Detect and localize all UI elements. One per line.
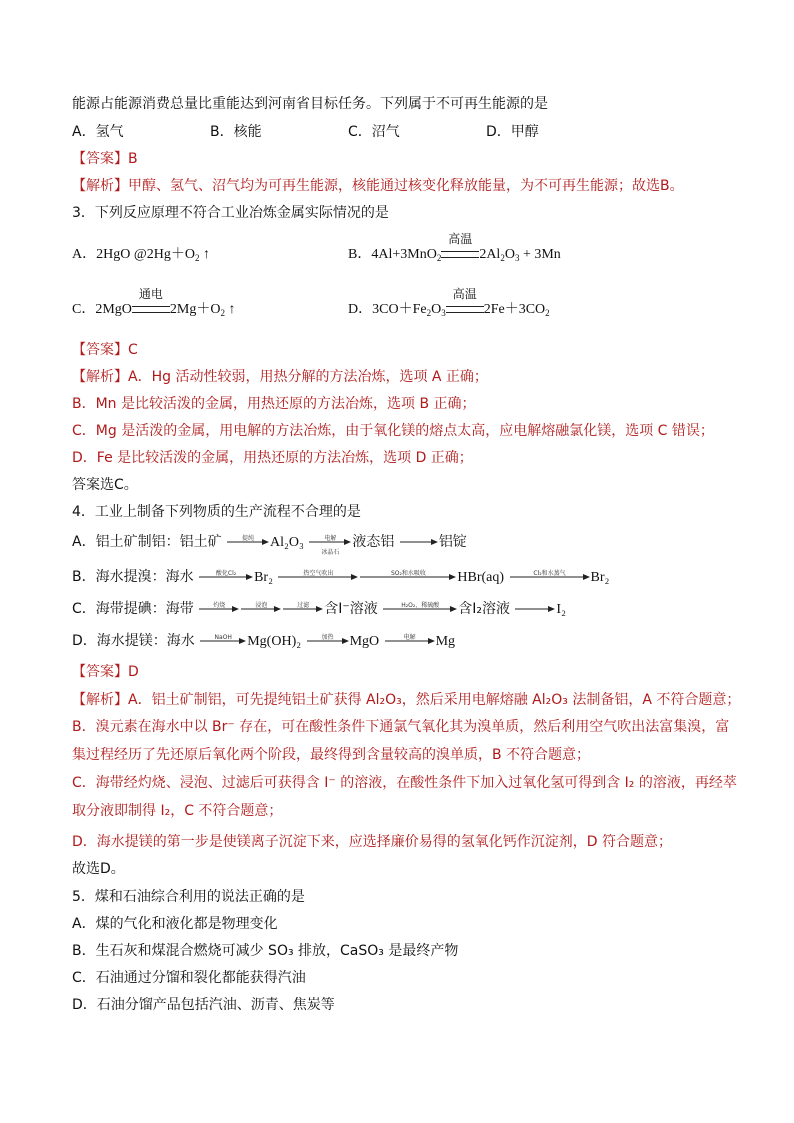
q5-stem: 5．煤和石油综合利用的说法正确的是 <box>72 889 305 905</box>
q3-analysis-a: 【解析】A．Hg 活动性较弱，用热分解的方法冶炼，选项 A 正确； <box>72 369 488 385</box>
q4-answer: 【答案】D <box>72 664 139 680</box>
equation-condition: 高温 <box>446 299 484 321</box>
q4-analysis-b2: 集过程经历了先还原后氧化两个阶段，最终得到含量较高的溴单质，B 不符合题意； <box>72 747 591 763</box>
q3-stem: 3．下列反应原理不符合工业冶炼金属实际情况的是 <box>72 205 389 221</box>
q2-option-c: C．沼气 <box>348 124 400 140</box>
flow-arrow: 电解 <box>385 637 435 645</box>
q3-option-a: A．2HgO $@2Hg+O_2$ ↑ <box>72 247 210 263</box>
q5-option-a: A．煤的气化和液化都是物理变化 <box>72 916 278 932</box>
flow-arrow: Cl₂和水蒸气 <box>510 573 590 581</box>
q5-option-b: B．生石灰和煤混合燃烧可减少 SO₃ 排放，CaSO₃ 是最终产物 <box>72 943 459 959</box>
flow-arrow: 加热 <box>307 637 349 645</box>
q3-option-c: C．2MgO 通电 $2Mg+O_2$ ↑ <box>72 299 235 321</box>
q3-option-b: B．4Al+3MnO$_2$ 高温 $2Al_2O_3 + 3Mn$ <box>348 244 561 266</box>
flow-arrow: 浸泡 <box>241 605 281 613</box>
q3-answer: 【答案】C <box>72 342 138 358</box>
flow-arrow <box>400 538 438 546</box>
flow-arrow: H₂O₂、稀硫酸 <box>383 605 457 613</box>
q3-option-d: D．$3CO+Fe_2O_3$ 高温 $2Fe+3CO_2$ <box>348 299 550 321</box>
flow-arrow: 过滤 <box>283 605 323 613</box>
q2-answer: 【答案】B <box>72 151 138 167</box>
q4-flow-c: C．海带提碘：海带 灼烧 浸泡 过滤 含I⁻溶液 H₂O₂、稀硫酸 含I₂溶液 I₂ <box>72 601 566 617</box>
equation-condition: 高温 <box>441 244 479 266</box>
flow-arrow: 电解 冰晶石 <box>309 538 351 546</box>
q4-analysis-a: 【解析】A．铝土矿制铝，可先提纯铝土矿获得 Al₂O₃，然后采用电解熔融 Al₂O₃ 法制备铝，A 不符合题意； <box>72 692 741 708</box>
flow-arrow: 灼烧 <box>199 605 239 613</box>
q3-analysis-c: C．Mg 是活泼的金属，用电解的方法冶炼，由于氧化镁的熔点太高，应电解熔融氯化镁，选项 C 错误； <box>72 423 714 439</box>
q2-option-a: A．氢气 <box>72 124 124 140</box>
q3-conclusion: 答案选C。 <box>72 477 138 493</box>
q4-analysis-d: D．海水提镁的第一步是使镁离子沉淀下来，应选择廉价易得的氢氧化钙作沉淀剂，D 符合题意； <box>72 834 673 850</box>
q2-option-d: D．甲醇 <box>486 124 539 140</box>
q2-stem: 能源占能源消费总量比重能达到河南省目标任务。下列属于不可再生能源的是 <box>72 96 548 112</box>
q4-analysis-b1: B．溴元素在海水中以 Br⁻ 存在，可在酸性条件下通氯气氧化其为溴单质，然后利用空气吹出法富集溴，富 <box>72 719 730 735</box>
q4-flow-a: A．铝土矿制铝：铝土矿 提纯 Al₂O₃ 电解 冰晶石 液态铝 铝锭 <box>72 534 467 556</box>
q3-analysis-d: D．Fe 是比较活泼的金属，用热还原的方法冶炼，选项 D 正确； <box>72 450 473 466</box>
q4-analysis-c1: C．海带经灼烧、浸泡、过滤后可获得含 I⁻ 的溶液，在酸性条件下加入过氧化氢可得到含 I₂ 的溶液，再经萃 <box>72 775 737 791</box>
q2-option-b: B．核能 <box>210 124 262 140</box>
flow-arrow <box>515 605 555 613</box>
q5-option-c: C．石油通过分馏和裂化都能获得汽油 <box>72 970 306 986</box>
q2-analysis: 【解析】甲醇、氢气、沼气均为可再生能源，核能通过核变化释放能量，为不可再生能源；故选B。 <box>72 178 684 194</box>
q4-conclusion: 故选D。 <box>72 861 125 877</box>
q4-analysis-c2: 取分液即制得 I₂，C 不符合题意； <box>72 803 283 819</box>
q5-option-d: D．石油分馏产品包括汽油、沥青、焦炭等 <box>72 997 335 1013</box>
flow-arrow: 提纯 <box>227 538 269 546</box>
q4-flow-d: D．海水提镁：海水 NaOH Mg(OH)₂ 加热 MgO 电解 Mg <box>72 633 456 649</box>
flow-arrow: SO₂和水吸收 <box>360 573 456 581</box>
equation-condition: 通电 <box>132 299 170 321</box>
q4-flow-b: B．海水提溴：海水 酸化Cl₂ Br₂ 热空气吹出 SO₂和水吸收 HBr(aq) Cl₂和水蒸气 Br₂ <box>72 569 610 585</box>
flow-arrow: 酸化Cl₂ <box>199 573 253 581</box>
q4-stem: 4．工业上制备下列物质的生产流程不合理的是 <box>72 504 361 520</box>
flow-arrow: NaOH <box>200 637 246 645</box>
flow-arrow: 热空气吹出 <box>278 573 358 581</box>
q3-analysis-b: B．Mn 是比较活泼的金属，用热还原的方法冶炼，选项 B 正确； <box>72 396 476 412</box>
